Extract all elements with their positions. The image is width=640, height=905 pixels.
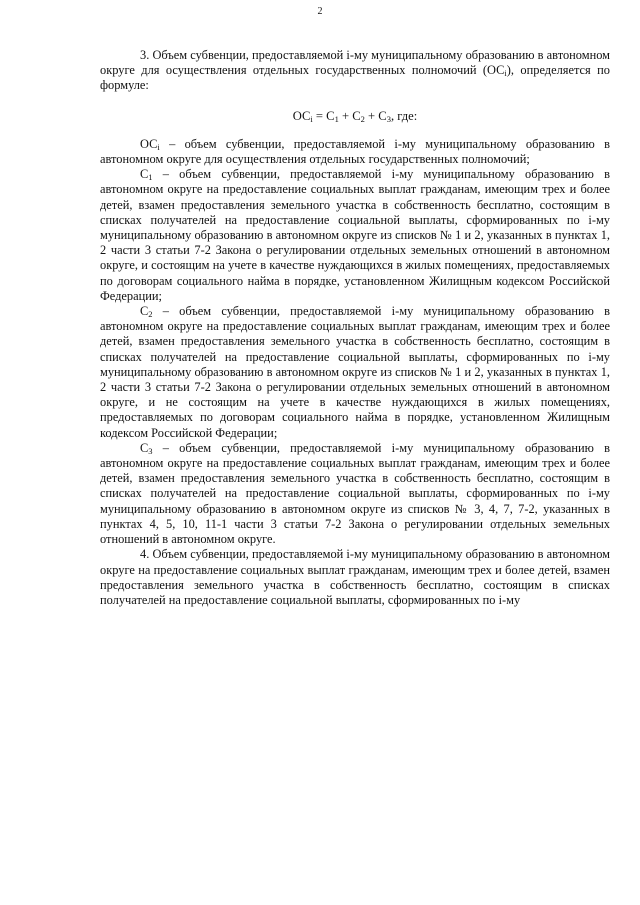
formula-plus: + С — [364, 108, 387, 123]
definition-c1 — [100, 167, 610, 304]
subscript: 2 — [148, 309, 153, 320]
document-body — [100, 48, 610, 608]
paragraph-4: 4. Объем субвенции, предоставляемой i-му муниципальному образованию в автономном округе на предоставление социальных выплат гражданам, имеющим трех и более детей, взамен предоставления земельного участка в собственность бесплатно, состоящим в списках получателей на предоставление социальной выплаты, сформированных по i-му — [100, 547, 610, 607]
definition-text: – объем субвенции, предоставляемой i-му муниципальному образованию в автономном округе на предоставление социальных выплат гражданам, имеющим трех и более детей, взамен предоставления земельного участка в собственность бесплатно, состоящим в списках получателей на предоставление социальной выплаты, сформированных по i-му муниципальному образованию в автономном округе из списков № 3, 4, 7, 7-2, указанных в пунктах 4, 5, 10, 11-1 части 3 статьи 7-2 Закона о регулировании отдельных земельных отношений в автономном округе. — [100, 440, 610, 547]
definition-text: – объем субвенции, предоставляемой i-му муниципальному образованию в автономном округе на предоставление социальных выплат гражданам, имеющим трех и более детей, взамен предоставления земельного участка в собственность бесплатно, состоящим в списках получателей на предоставление социальной выплаты, сформированных по i-му муниципальному образованию в автономном округе из списков № 1 и 2, указанных в пунктах 1, 2 части 3 статьи 7-2 Закона о регулировании отдельных земельных отношений в автономном округе, и состоящим на учете в качестве нуждающихся в жилых помещениях, предоставляемых по договорам социального найма в порядке, установленном Жилищным кодексом Российской Федерации; — [100, 167, 610, 303]
definition-symbol: ОС — [140, 136, 158, 151]
paragraph-3-tail: ), определяется по формуле: — [100, 63, 610, 93]
definition-symbol: С — [140, 304, 149, 319]
subscript: 2 — [360, 113, 365, 124]
definition-c2 — [100, 304, 610, 441]
subscript: 3 — [386, 113, 391, 124]
definition-c3 — [100, 441, 610, 547]
subscript: 1 — [148, 172, 153, 183]
definition-oc — [100, 137, 610, 167]
formula-plus: + С — [338, 108, 361, 123]
subscript: i — [157, 141, 160, 152]
page-number: 2 — [317, 6, 323, 17]
subscript: 1 — [334, 113, 339, 124]
formula-eq: = С — [312, 108, 335, 123]
formula — [100, 109, 610, 124]
subscript: 3 — [148, 445, 153, 456]
paragraph-3-text: 3. Объем субвенции, предоставляемой i-му муниципальному образованию в автономном округе для осуществления отдельных государственных полномочий (ОС — [100, 48, 610, 78]
definition-text: – объем субвенции, предоставляемой i-му муниципальному образованию в автономном округе для осуществления отдельных государственных полномочий; — [100, 136, 610, 167]
subscript: i — [310, 113, 313, 124]
subscript: i — [504, 68, 507, 79]
definition-symbol: С — [140, 167, 149, 182]
definition-text: – объем субвенции, предоставляемой i-му муниципальному образованию в автономном округе на предоставление социальных выплат гражданам, имеющим трех и более детей, взамен предоставления земельного участка в собственность бесплатно, состоящим в списках получателей на предоставление социальной выплаты, сформированных по i-му муниципальному образованию в автономном округе из списков № 1 и 2, указанных в пунктах 1, 2 части 3 статьи 7-2 Закона о регулировании отдельных земельных отношений в автономном округе, и не состоящим на учете в качестве нуждающихся в жилых помещениях, предоставляемых по договорам социального найма в порядке, установленном Жилищным кодексом Российской Федерации; — [100, 304, 610, 440]
formula-oc: ОС — [292, 108, 311, 123]
definition-symbol: С — [140, 440, 149, 455]
paragraph-3 — [100, 48, 610, 94]
formula-tail: , где: — [390, 108, 418, 123]
